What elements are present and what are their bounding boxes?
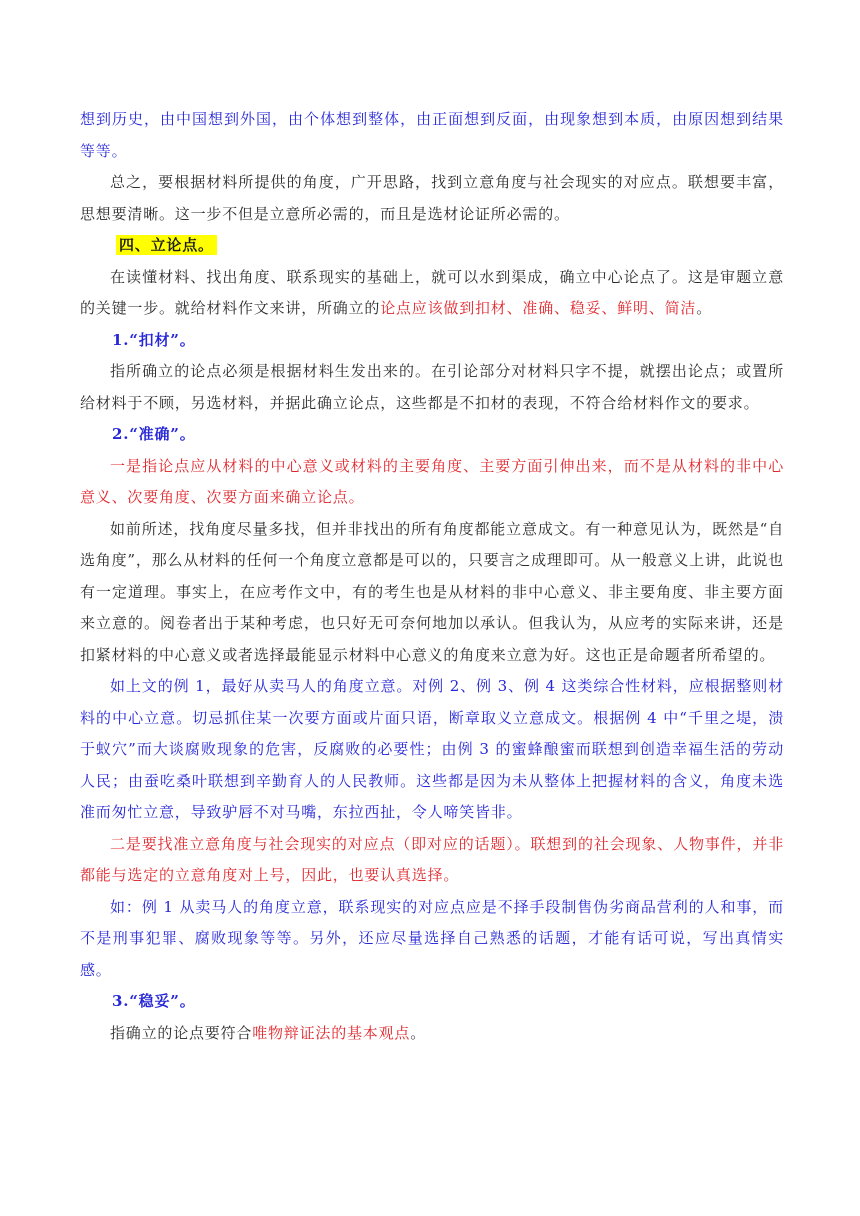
paragraph-zhun-que-point-one: 一是指论点应从材料的中心意义或材料的主要角度、主要方面引伸出来，而不是从材料的非中心意义、次要角度、次要方面来确立论点。: [80, 456, 784, 506]
paragraph-association-examples: 想到历史，由中国想到外国，由个体想到整体，由正面想到反面，由现象想到本质，由原因想到结果等等。: [80, 110, 784, 160]
paragraph-text-end: 。: [696, 299, 713, 317]
subheading-wen-tuo: 3.“稳妥”。: [112, 992, 196, 1010]
subheading-zhun-que: 2.“准确”。: [112, 425, 196, 443]
paragraph-example-one: 如：例 1 从卖马人的角度立意，联系现实的对应点应是不择手段制售伪劣商品营利的人和事，而不是刑事犯罪、腐败现象等等。另外，还应尽量选择自己熟悉的话题，才能有话可说，写出真情实感。: [80, 897, 784, 979]
highlighted-heading-text: 四、立论点。: [116, 235, 217, 255]
paragraph-summary: 总之，要根据材料所提供的角度，广开思路，找到立意角度与社会现实的对应点。联想要丰富，思想要清晰。这一步不但是立意所必需的，而且是选材论证所必需的。: [80, 173, 784, 223]
emphasis-text: 唯物辩证法的基本观点: [252, 1023, 411, 1042]
paragraph-text-end: 。: [410, 1023, 427, 1042]
paragraph-angle-discussion: 如前所述，找角度尽量多找，但并非找出的所有角度都能立意成文。有一种意见认为，既然是“自选角度”，那么从材料的任何一个角度立意都是可以的，只要言之成理即可。从一般意义上讲，此说也有一定道理。事实上，在应考作文中，有的考生也是从材料的非中心意义、非主要角度、非主要方面来立意的。阅卷者出于某种考虑，也只好无可奈何地加以承认。但我认为，从应考的实际来讲，还是扣紧材料的中心意义或者选择最能显示材料中心意义的角度来立意为好。这也正是命题者所希望的。: [80, 519, 784, 664]
section-heading-four: [80, 230, 784, 262]
paragraph-zhun-que-point-two: 二是要找准立意角度与社会现实的对应点（即对应的话题）。联想到的社会现象、人物事件，并非都能与选定的立意角度对上号，因此，也要认真选择。: [80, 834, 784, 884]
subheading-kou-cai: 1.“扣材”。: [112, 330, 196, 349]
paragraph-text: 指确立的论点要符合: [110, 1023, 253, 1042]
paragraph-kou-cai: 指所确立的论点必须是根据材料生发出来的。在引论部分对材料只字不提，就摆出论点；或置所给材料于不顾，另选材料，并据此确立论点，这些都是不扣材的表现，不符合给材料作文的要求。: [80, 362, 784, 412]
paragraph-text: 在读懂材料、找出角度、联系现实的基础上，就可以水到渠成，确立中心论点了。这是审题立意的关键一步。就给材料作文来讲，所确立的: [80, 267, 784, 317]
paragraph-wen-tuo: [80, 1018, 784, 1050]
paragraph-examples: 如上文的例 1，最好从卖马人的角度立意。对例 2、例 3、例 4 这类综合性材料，应根据整则材料的中心立意。切忌抓住某一次要方面或片面只语，断章取义立意成文。根据例 4 中“千里之堤，溃于蚁穴”而大谈腐败现象的危害，反腐败的必要性；由例 3 的蜜蜂酿蜜而联想到创造幸福生活的劳动人民；由蚕吃桑叶联想到辛勤育人的人民教师。这些都是因为未从整体上把握材料的含义，角度未选准而匆忙立意，导致驴唇不对马嘴，东拉西扯，令人啼笑皆非。: [80, 677, 784, 821]
emphasis-text: 论点应该做到扣材、准确、稳妥、鲜明、简洁: [380, 299, 697, 317]
paragraph-establish-thesis: [80, 262, 784, 325]
document-body: [80, 104, 784, 1049]
